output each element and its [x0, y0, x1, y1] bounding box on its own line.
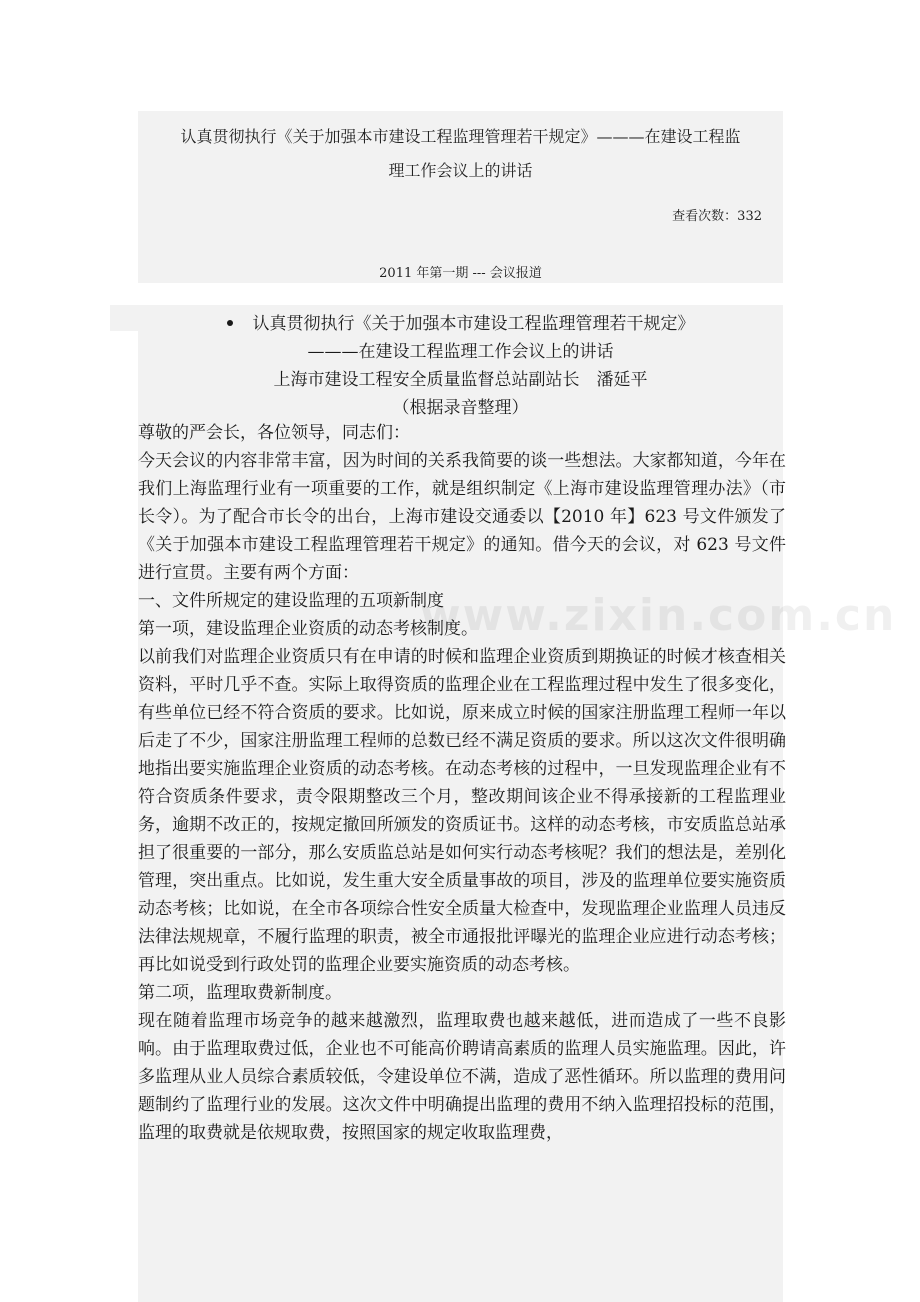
- title-line-2: 理工作会议上的讲话: [388, 161, 533, 180]
- paragraph: 尊敬的严会长，各位领导，同志们：: [138, 423, 410, 443]
- view-count: 查看次数：332: [672, 209, 762, 224]
- paragraph: 今天会议的内容非常丰富，因为时间的关系我简要的谈一些想法。大家都知道，今年在我们上海监理行业有一项重要的工作，就是组织制定《上海市建设监理管理办法》（市长令）。为了配合市长令的出台，上海市建设交通委以【2010 年】623 号文件颁发了《关于加强本市建设工程监理管理若干规定》的通知。借今天的会议，对 623 号文件进行宣贯。主要有两个方面：: [138, 451, 786, 583]
- paragraph: 现在随着监理市场竞争的越来越激烈，监理取费也越来越低，进而造成了一些不良影响。由于监理取费过低，企业也不可能高价聘请高素质的监理人员实施监理。因此，许多监理从业人员综合素质较低，令建设单位不满，造成了恶性循环。所以监理的费用问题制约了监理行业的发展。这次文件中明确提出监理的费用不纳入监理招投标的范围，监理的取费就是依规取费，按照国家的规定收取监理费，: [138, 1011, 786, 1143]
- article-title-text: 认真贯彻执行《关于加强本市建设工程监理管理若干规定》: [252, 314, 695, 334]
- issue-info: 2011 年第一期 --- 会议报道: [379, 266, 542, 281]
- paragraph: 以前我们对监理企业资质只有在申请的时候和监理企业资质到期换证的时候才核查相关资料，平时几乎不查。实际上取得资质的监理企业在工程监理过程中发生了很多变化，有些单位已经不符合资质的要求。比如说，原来成立时候的国家注册监理工程师一年以后走了不少，国家注册监理工程师的总数已经不满足资质的要求。所以这次文件很明确地指出要实施监理企业资质的动态考核。在动态考核的过程中，一旦发现监理企业有不符合资质条件要求，责令限期整改三个月，整改期间该企业不得承接新的工程监理业务，逾期不改正的，按规定撤回所颁发的资质证书。这样的动态考核，市安质监总站承担了很重要的一部分，那么安质监总站是如何实行动态考核呢？我们的想法是，差别化管理，突出重点。比如说，发生重大安全质量事故的项目，涉及的监理单位要实施资质动态考核；比如说，在全市各项综合性安全质量大检查中，发现监理企业监理人员违反法律法规规章，不履行监理的职责，被全市通报批评曝光的监理企业应进行动态考核；再比如说受到行政处罚的监理企业要实施资质的动态考核。: [138, 647, 786, 975]
- item-heading: 第二项，监理取费新制度。: [138, 983, 342, 1003]
- bullet-icon: [227, 320, 233, 326]
- title-line-1: 认真贯彻执行《关于加强本市建设工程监理管理若干规定》———在建设工程监: [180, 127, 741, 146]
- article-title: [138, 310, 783, 338]
- article-note: （根据录音整理）: [392, 398, 529, 418]
- article-body: [138, 419, 786, 1147]
- article-subtitle: ———在建设工程监理工作会议上的讲话: [307, 342, 614, 362]
- page-title: [138, 120, 783, 188]
- item-heading: 第一项，建设监理企业资质的动态考核制度。: [138, 619, 478, 639]
- article-speaker: 上海市建设工程安全质量监督总站副站长 潘延平: [273, 370, 648, 390]
- body-panel-tab: [110, 305, 138, 331]
- section-heading: 一、文件所规定的建设监理的五项新制度: [138, 591, 444, 611]
